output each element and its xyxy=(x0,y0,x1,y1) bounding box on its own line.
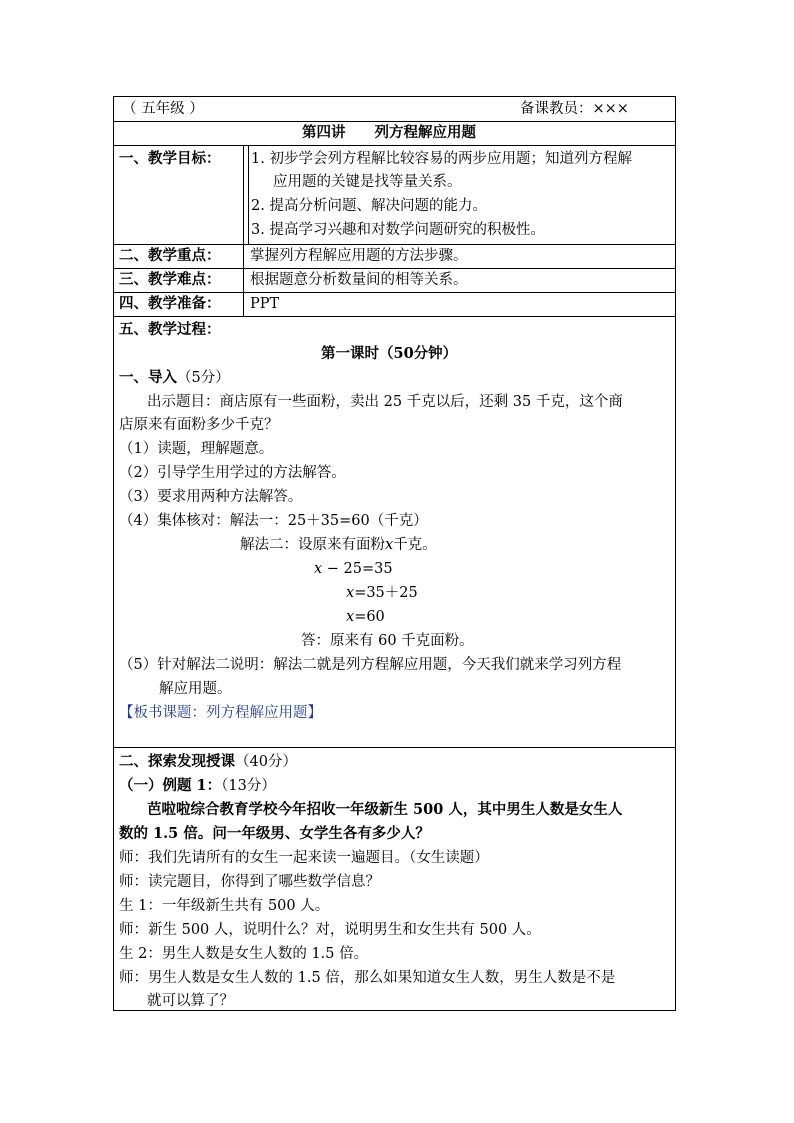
objectives-label: 一、教学目标： xyxy=(119,150,221,167)
dialog-line: 生 1：一年级新生共有 500 人。 xyxy=(119,898,330,914)
step-item: （4）集体核对：解法一：25＋35=60（千克） xyxy=(119,513,428,529)
grade-label: （ 五年级 ） xyxy=(122,101,204,117)
preparation-label: 四、教学准备： xyxy=(119,295,221,312)
dialog-line: 生 2：男生人数是女生人数的 1.5 倍。 xyxy=(119,946,369,962)
lesson-period: 第一课时（50分钟） xyxy=(321,345,458,362)
row-divider xyxy=(114,292,675,293)
teacher-label: 备课教员：××× xyxy=(520,101,629,117)
question-text: 出示题目：商店原有一些面粉，卖出 25 千克以后，还剩 35 千克，这个商 xyxy=(147,394,623,410)
column-divider xyxy=(243,145,244,316)
dialog-line: 师：读完题目，你得到了哪些数学信息？ xyxy=(119,874,380,890)
method-two: 解法二：设原来有面粉x千克。 xyxy=(240,537,437,553)
step-item: 解应用题。 xyxy=(159,681,232,697)
objective-item: 2. 提高分析问题、解决问题的能力。 xyxy=(251,198,487,214)
dialog-line: 师：男生人数是女生人数的 1.5 倍，那么如果知道女生人数，男生人数是不是 xyxy=(119,970,616,986)
answer-line: 答：原来有 60 千克面粉。 xyxy=(301,633,474,649)
intro-heading: 一、导入（5分） xyxy=(119,369,230,386)
board-title: 【板书课题：列方程解应用题】 xyxy=(119,705,322,721)
row-divider xyxy=(114,145,675,146)
objective-item: 3. 提高学习兴趣和对数学问题研究的积极性。 xyxy=(251,222,545,238)
preparation-text: PPT xyxy=(250,296,280,312)
step-item: （1）读题，理解题意。 xyxy=(119,441,274,457)
step-item: （2）引导学生用学过的方法解答。 xyxy=(119,465,346,481)
dialog-line: 就可以算了？ xyxy=(147,993,234,1009)
row-divider xyxy=(114,747,675,748)
dialog-line: 师：新生 500 人，说明什么？对，说明男生和女生共有 500 人。 xyxy=(119,922,541,938)
lesson-title: 第四讲 列方程解应用题 xyxy=(302,124,476,141)
equation-line: x=60 xyxy=(346,609,385,625)
dialog-line: 师：我们先请所有的女生一起来读一遍题目。（女生读题） xyxy=(119,850,489,866)
question-text: 店原来有面粉多少千克？ xyxy=(119,417,279,433)
explore-heading: 二、探索发现授课（40分） xyxy=(119,753,297,770)
column-divider xyxy=(248,145,249,244)
example-heading: （一）例题 1：（13分） xyxy=(119,777,276,794)
equation-line: x − 25=35 xyxy=(314,561,393,577)
objective-item: 应用题的关键是找等量关系。 xyxy=(273,174,462,190)
row-divider xyxy=(114,268,675,269)
process-label: 五、教学过程： xyxy=(119,321,221,338)
row-divider xyxy=(114,316,675,317)
row-divider xyxy=(114,121,675,122)
row-divider xyxy=(114,244,675,245)
step-item: （5）针对解法二说明：解法二就是列方程解应用题，今天我们就来学习列方程 xyxy=(119,657,622,673)
equation-line: x=35＋25 xyxy=(346,585,418,601)
problem-text: 芭啦啦综合教育学校今年招收一年级新生 500 人，其中男生人数是女生人 xyxy=(147,801,623,818)
difficulty-label: 三、教学难点： xyxy=(119,271,221,288)
difficulty-text: 根据题意分析数量间的相等关系。 xyxy=(250,272,468,288)
step-item: （3）要求用两种方法解答。 xyxy=(119,489,303,505)
key-point-label: 二、教学重点： xyxy=(119,247,221,264)
objective-item: 1. 初步学会列方程解比较容易的两步应用题；知道列方程解 xyxy=(251,151,632,167)
problem-text: 数的 1.5 倍。问一年级男、女学生各有多少人？ xyxy=(119,825,430,842)
key-point-text: 掌握列方程解应用题的方法步骤。 xyxy=(250,248,468,264)
